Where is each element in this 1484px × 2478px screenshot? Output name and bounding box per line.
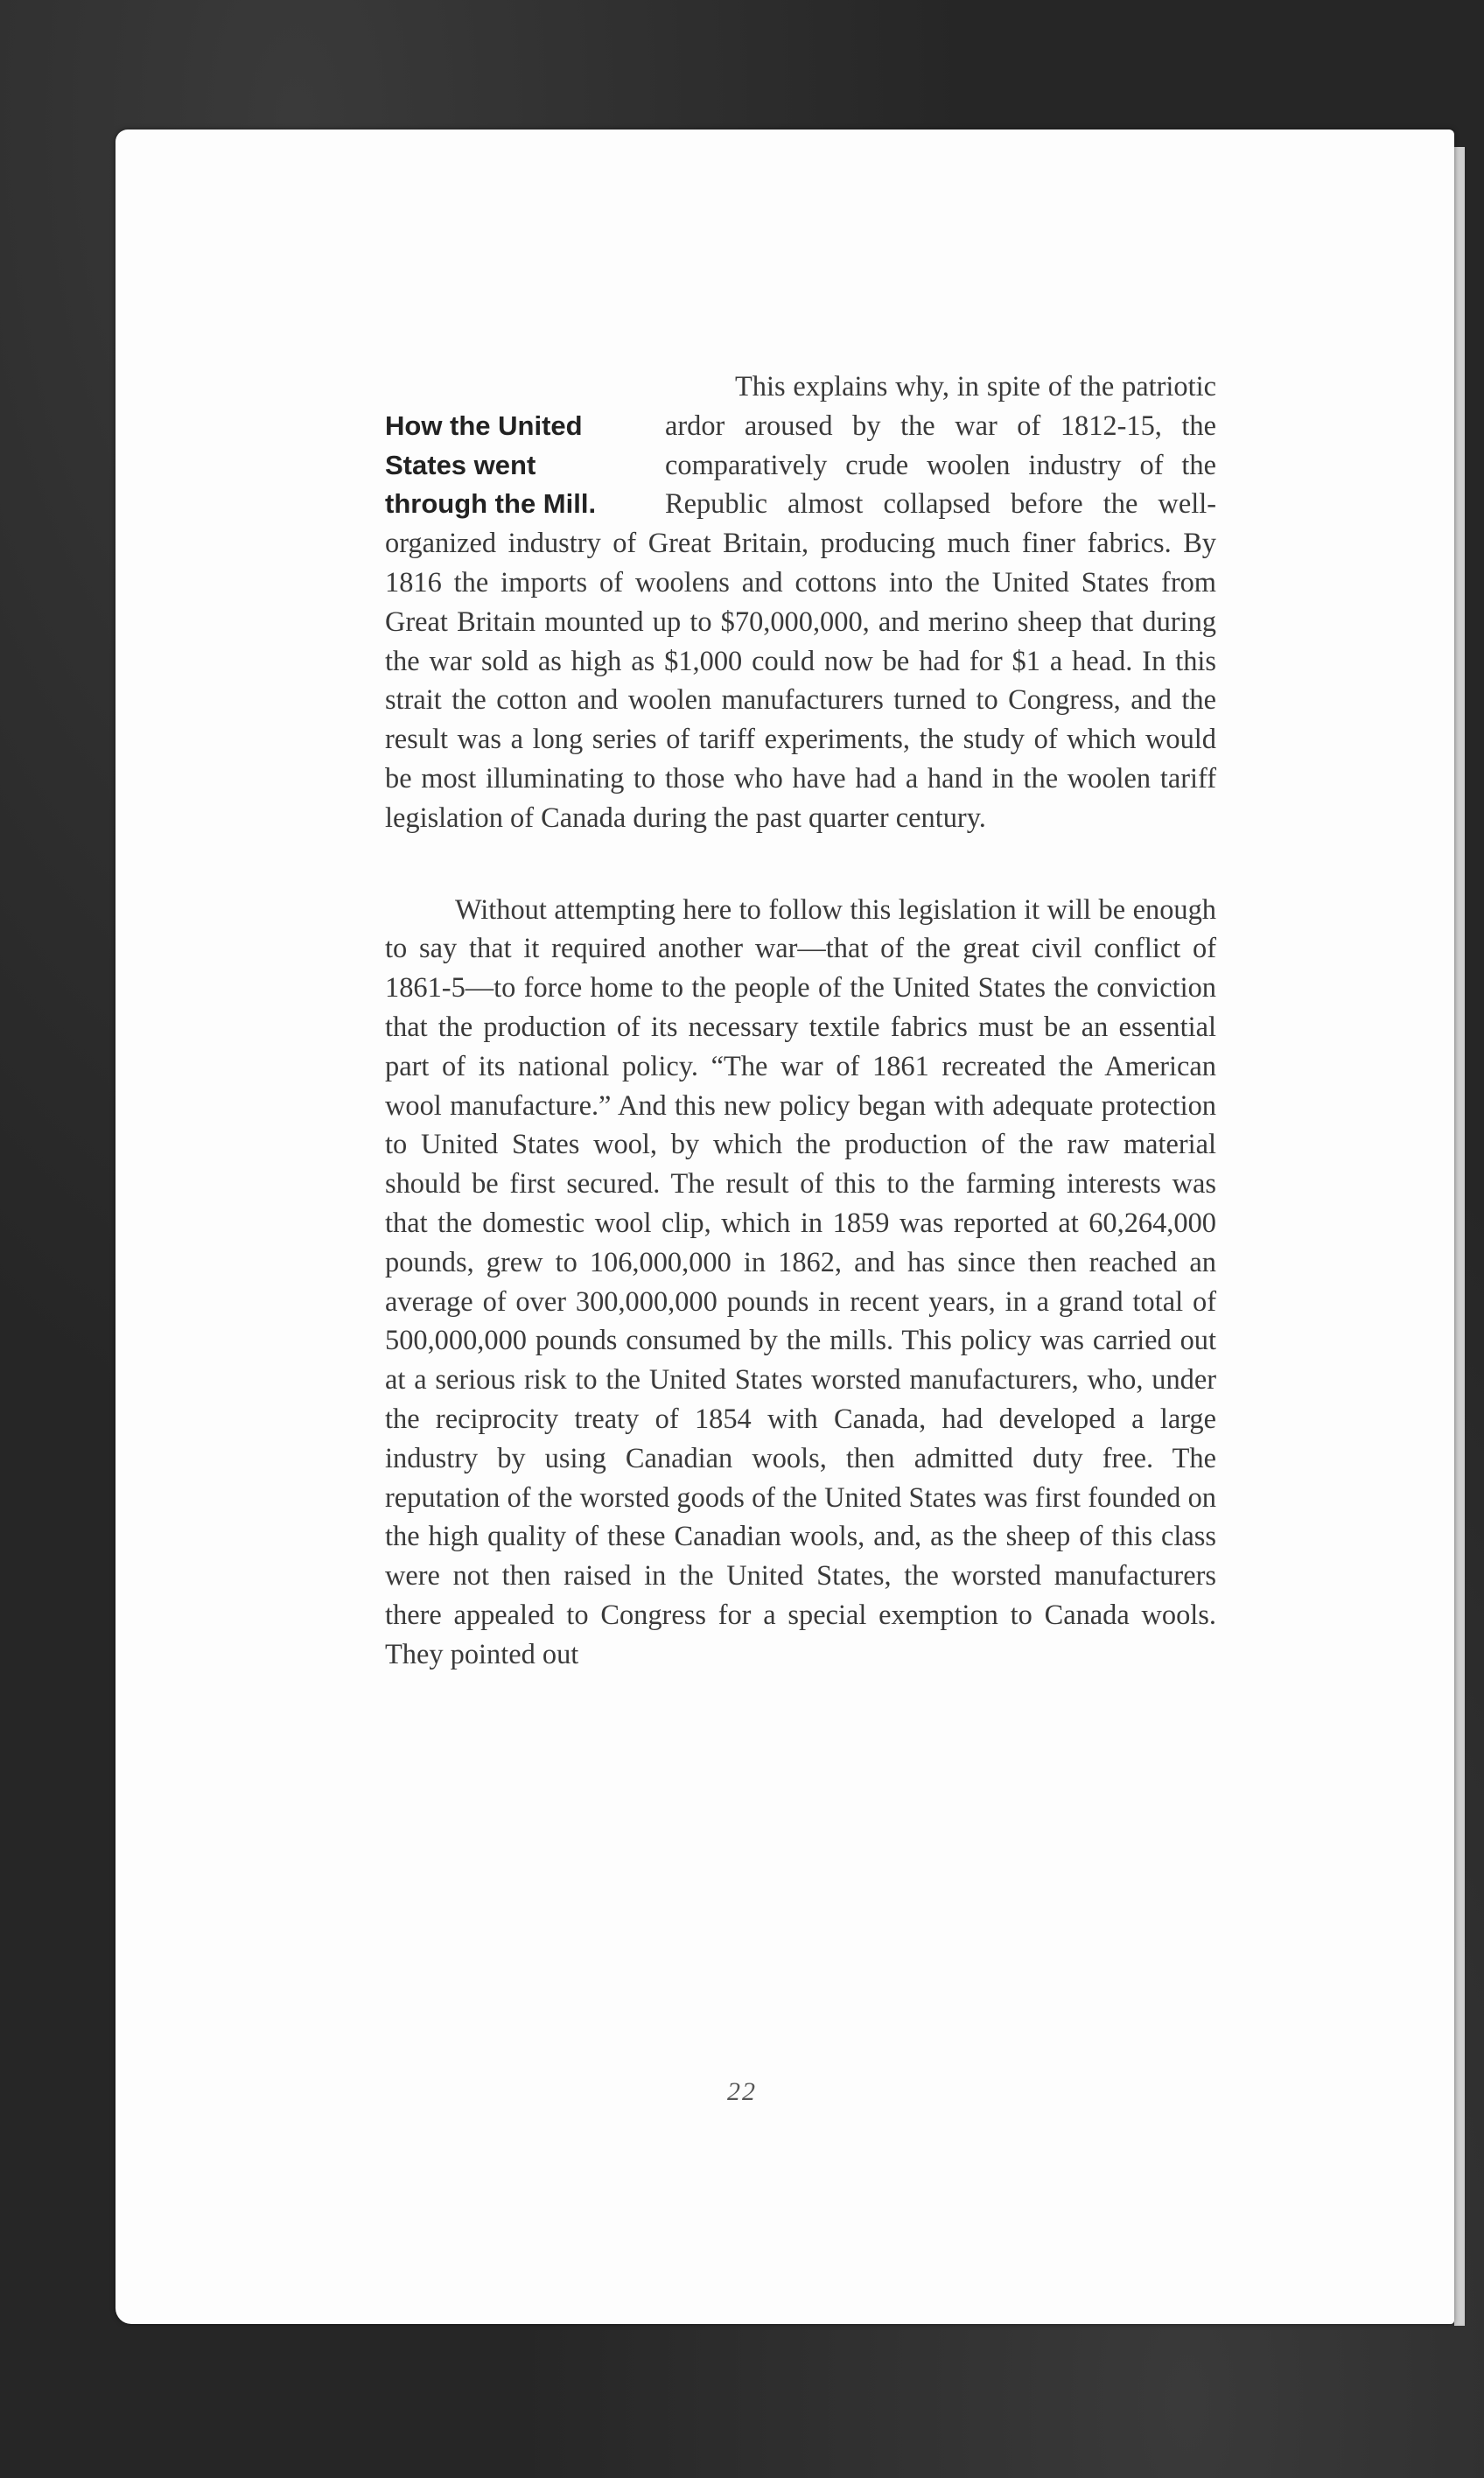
paragraph-2: Without attempting here to follow this legislation it will be enough to say that it required another war—that of the great civil conflict of 1861-5—to force home to the people of the United States the conviction that the production of its necessary textile fabrics must be an essential part of its national policy. “The war of 1861 recreated the American wool manufacture.” And this new policy began with adequate protection to United States wool, by which the production of the raw material should be first secured. The result of this to the farming interests was that the domestic wool clip, which in 1859 was reported at 60,264,000 pounds, grew to 106,000,000 in 1862, and has since then reached an average of over 300,000,000 pounds in recent years, in a grand total of 500,000,000 pounds consumed by the mills. This policy was carried out at a serious risk to the United States worsted manufacturers, who, under the reciprocity treaty of 1854 with Canada, had developed a large industry by using Canadian wools, then admitted duty free. The reputation of the worsted goods of the United States was first founded on the high quality of these Canadian wools, and, as the sheep of this class were not then raised in the United States, the worsted manufacturers there appealed to Congress for a special exemption to Canada wools. They pointed out bbox=[385, 893, 1216, 1670]
page-number: 22 bbox=[727, 2077, 757, 2106]
paragraph-1-text: This explains why, in spite of the patriotic ardor aroused by the war of 1812-15, the comparatively crude woolen industry of the Republic almost collapsed before the well-organized industry of Great Britain, producing much finer fabrics. By 1816 the imports of woolens and cottons into the United States from Great Britain mounted up to $70,000,000, and merino sheep that during the war sold as high as $1,000 could now be had for $1 a head. In this strait the cotton and woolen manufacturers turned to Congress, and the result was a long series of tariff experiments, the study of which would be most illuminating to those who have had a hand in the woolen tariff legislation of Canada during the past quarter century. bbox=[385, 371, 1216, 834]
paragraph-1 bbox=[385, 368, 1216, 838]
marginal-heading-line-2: States went bbox=[385, 449, 536, 480]
text-column bbox=[385, 368, 1216, 1675]
marginal-heading bbox=[385, 407, 665, 524]
marginal-heading-line-1: How the United bbox=[385, 410, 583, 441]
page-edge-strip bbox=[1454, 147, 1465, 2326]
marginal-heading-line-3: through the Mill. bbox=[385, 488, 597, 520]
